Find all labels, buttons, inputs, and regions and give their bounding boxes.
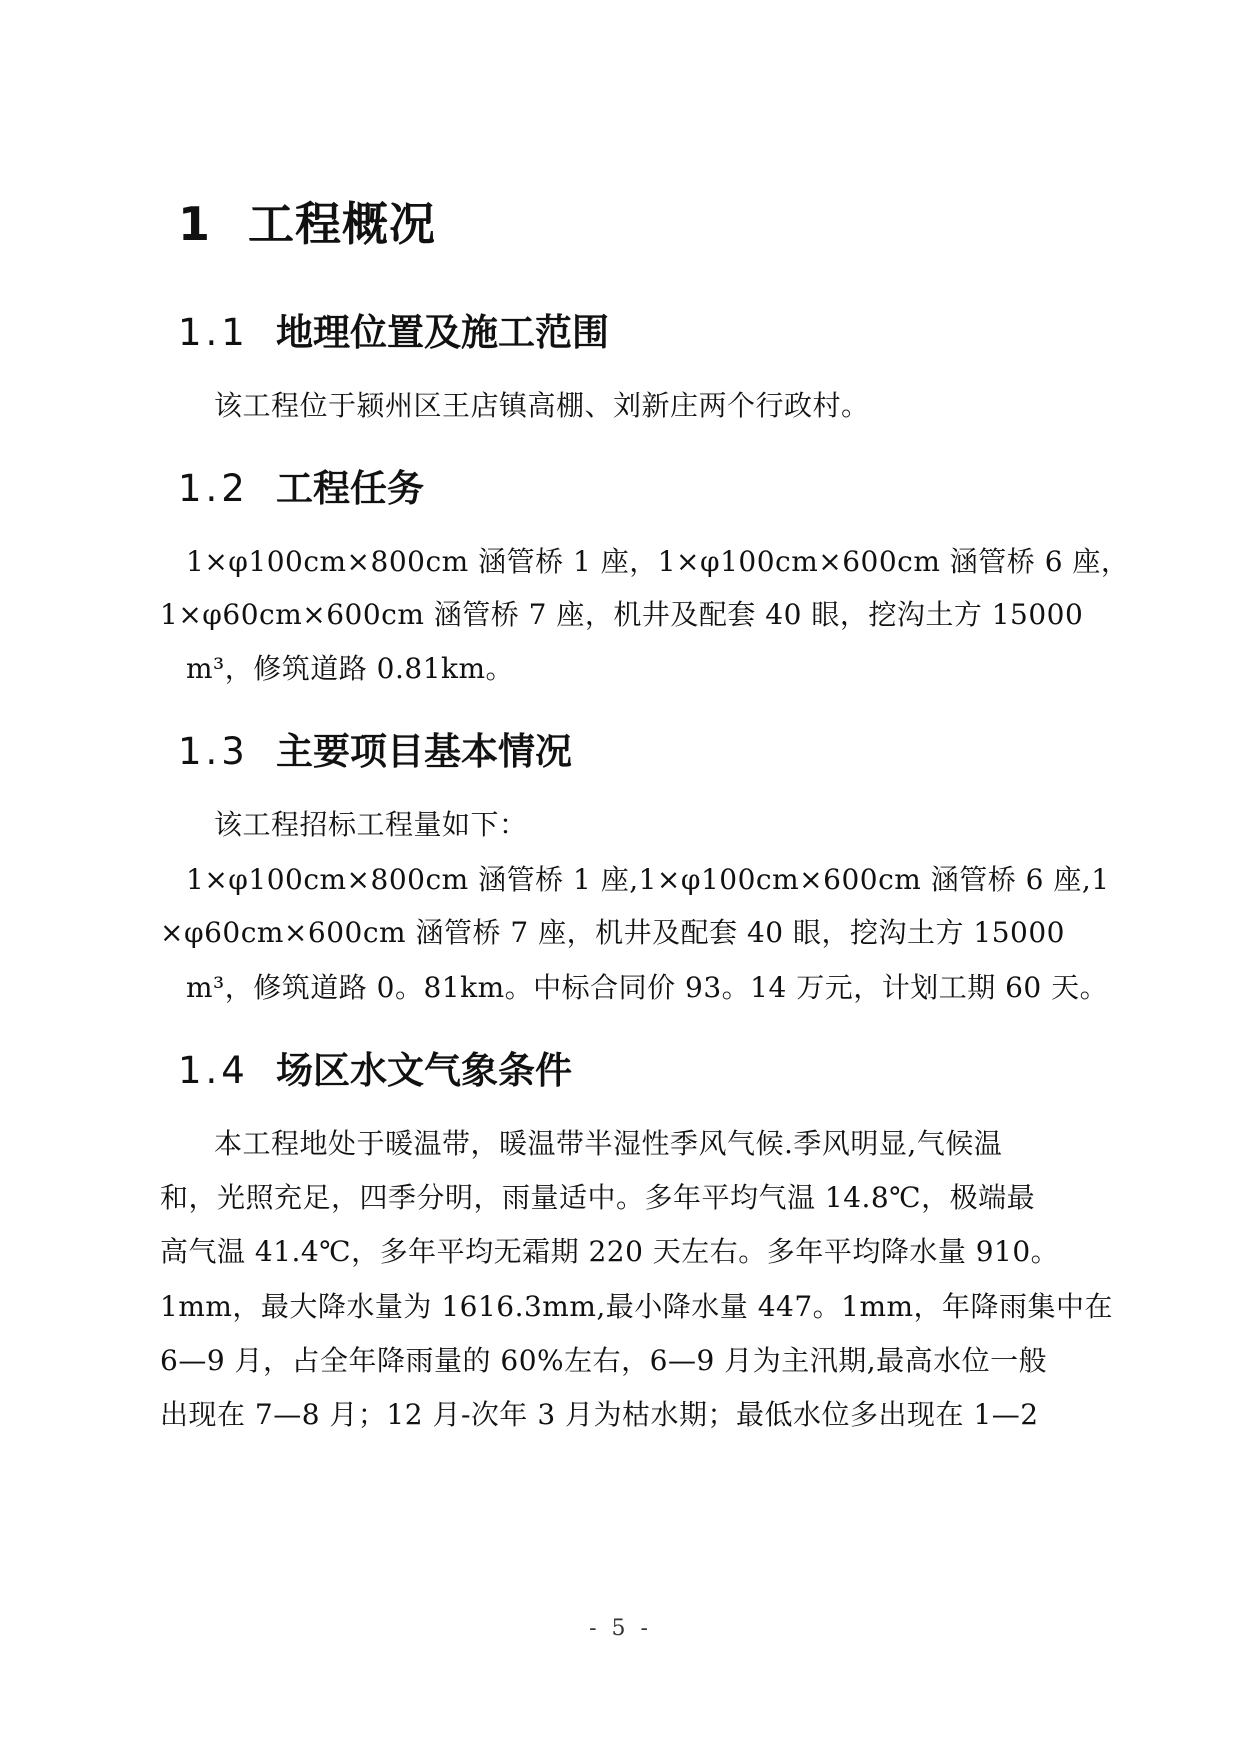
chapter-title: 工程概况 bbox=[248, 197, 436, 251]
paragraph-line: 6—9 月，占全年降雨量的 60%左右，6—9 月为主汛期,最高水位一般 bbox=[160, 1344, 1048, 1377]
section-number: 1.4 bbox=[178, 1049, 249, 1092]
chapter-number: 1 bbox=[178, 197, 212, 251]
paragraph-line: 1×φ100cm×800cm 涵管桥 1 座,1×φ100cm×600cm 涵管桥 6 座,1 bbox=[186, 863, 1110, 896]
section-heading-1-3 bbox=[178, 721, 572, 775]
section-number: 1.2 bbox=[178, 467, 249, 510]
section-title: 场区水文气象条件 bbox=[276, 1049, 572, 1092]
chapter-heading bbox=[178, 188, 436, 254]
paragraph-line: 1×φ60cm×600cm 涵管桥 7 座，机井及配套 40 眼，挖沟土方 15000 bbox=[160, 598, 1084, 631]
paragraph-line: ×φ60cm×600cm 涵管桥 7 座，机井及配套 40 眼，挖沟土方 15000 bbox=[160, 916, 1065, 949]
section-number: 1.1 bbox=[178, 311, 249, 354]
page-number: - 5 - bbox=[589, 1616, 652, 1641]
paragraph-line: m³，修筑道路 0。81km。中标合同价 93。14 万元，计划工期 60 天。 bbox=[186, 971, 1109, 1004]
paragraph-line: 出现在 7—8 月；12 月-次年 3 月为枯水期；最低水位多出现在 1—2 bbox=[160, 1398, 1039, 1431]
section-title: 地理位置及施工范围 bbox=[276, 311, 609, 354]
paragraph-line: m³，修筑道路 0.81km。 bbox=[186, 652, 515, 685]
section-heading-1-4 bbox=[178, 1040, 572, 1094]
paragraph-line: 1×φ100cm×800cm 涵管桥 1 座，1×φ100cm×600cm 涵管桥 6 座， bbox=[186, 545, 1130, 578]
paragraph-line: 和，光照充足，四季分明，雨量适中。多年平均气温 14.8℃，极端最 bbox=[160, 1181, 1036, 1214]
section-title: 工程任务 bbox=[276, 467, 424, 510]
paragraph-line: 本工程地处于暖温带，暖温带半湿性季风气候.季风明显,气候温 bbox=[214, 1127, 1003, 1160]
section-number: 1.3 bbox=[178, 730, 249, 773]
paragraph-line: 该工程位于颍州区王店镇高棚、刘新庄两个行政村。 bbox=[214, 389, 870, 422]
section-title: 主要项目基本情况 bbox=[276, 730, 572, 773]
paragraph-line: 1mm，最大降水量为 1616.3mm,最小降水量 447。1mm，年降雨集中在 bbox=[160, 1290, 1114, 1323]
paragraph-line: 高气温 41.4℃，多年平均无霜期 220 天左右。多年平均降水量 910。 bbox=[160, 1235, 1060, 1268]
section-heading-1-1 bbox=[178, 302, 609, 356]
paragraph-line: 该工程招标工程量如下： bbox=[214, 808, 528, 841]
section-heading-1-2 bbox=[178, 458, 424, 512]
